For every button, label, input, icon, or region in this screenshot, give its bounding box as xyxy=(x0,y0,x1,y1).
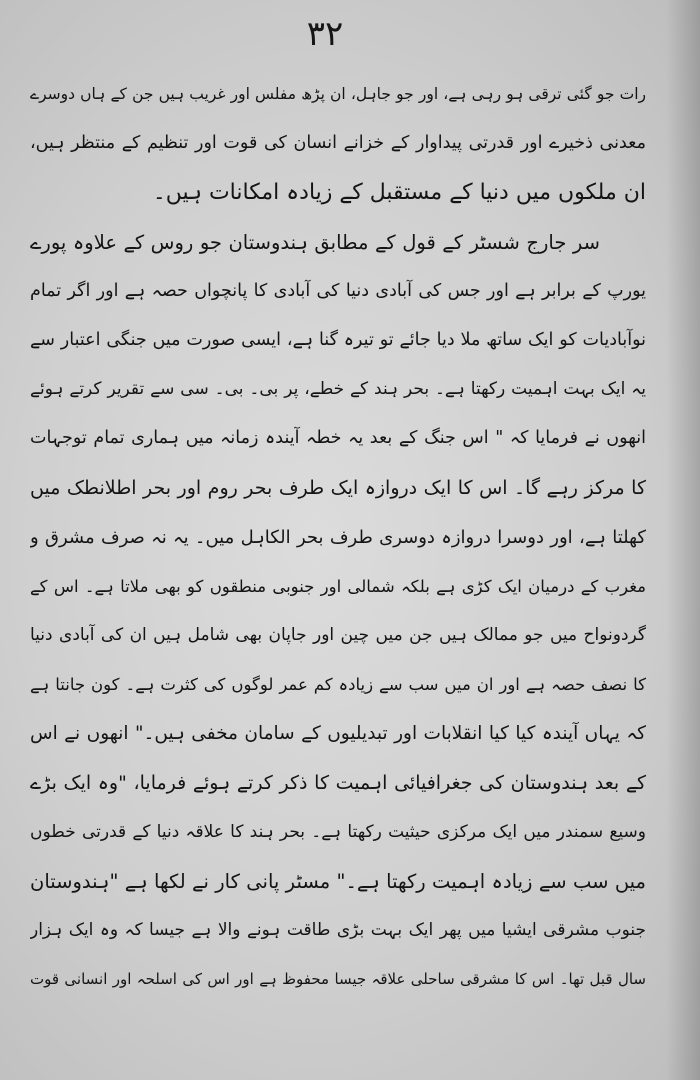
text-line: معدنی ذخیرے اور قدرتی پیداوار کے خزانے انسان کی قوت اور تنظیم کے منتظر ہیں، xyxy=(30,133,646,154)
page-number: ۳۲ xyxy=(306,14,344,54)
text-line: گردونواح میں جو ممالک ہیں جن میں چین اور جاپان بھی شامل ہیں ان کی آبادی دنیا xyxy=(30,625,646,646)
text-line: سر جارج شسٹر کے قول کے مطابق ہندوستان جو روس کے علاوہ پورے xyxy=(30,230,600,254)
text-line: میں سب سے زیادہ اہمیت رکھتا ہے۔" مسٹر پانی کار نے لکھا ہے "ہندوستان xyxy=(30,870,646,893)
text-line: انھوں نے فرمایا کہ " اس جنگ کے بعد یہ خطہ آیندہ زمانہ میں ہماری تمام توجہات xyxy=(30,428,646,449)
text-line: نوآبادیات کو ایک ساتھ ملا دیا جائے تو تیرہ گنا ہے، ایسی صورت میں جنگی اعتبار سے xyxy=(30,329,646,350)
text-line: یہ ایک بہت اہمیت رکھتا ہے۔ بحر ہند کے خطے، پر بی۔ بی۔ سی سے تقریر کرتے ہوئے xyxy=(30,379,646,400)
text-line: ان ملکوں میں دنیا کے مستقبل کے زیادہ امکانات ہیں۔ xyxy=(152,180,646,206)
text-line: جنوب مشرقی ایشیا میں پھر ایک بہت بڑی طاقت ہونے والا ہے جیسا کہ وہ ایک ہزار xyxy=(30,920,646,941)
text-line: سال قبل تھا۔ اس کا مشرقی ساحلی علاقہ جیسا محفوظ ہے اور اس کی اسلحہ اور انسانی قوت xyxy=(30,970,646,989)
text-line: مغرب کے درمیان ایک کڑی ہے بلکہ شمالی اور جنوبی منطقوں کو بھی ملاتا ہے۔ اس کے xyxy=(30,576,646,596)
text-line: کا مرکز رہے گا۔ اس کا ایک دروازہ ایک طرف بحر روم اور بحر اطلانطک میں xyxy=(30,476,646,499)
text-line: رات جو گئی ترقی ہو رہی ہے، اور جو جاہل، ان پڑھ مفلس اور غریب ہیں جن کے ہاں دوسرے xyxy=(30,85,646,103)
text-line: وسیع سمندر میں ایک مرکزی حیثیت رکھتا ہے۔ بحر ہند کا علاقہ دنیا کے قدرتی خطوں xyxy=(30,821,646,842)
text-line: کے بعد ہندوستان کی جغرافیائی اہمیت کا ذکر کرتے ہوئے فرمایا، "وہ ایک بڑے xyxy=(30,771,646,794)
text-line: کھلتا ہے، اور دوسرا دروازہ دوسری طرف بحر الکاہل میں۔ یہ نہ صرف مشرق و xyxy=(30,526,646,548)
text-line: کا نصف حصہ ہے اور ان میں سب سے زیادہ کم عمر لوگوں کی کثرت ہے۔ کون جانتا ہے xyxy=(30,675,646,695)
text-line: یورپ کے برابر ہے اور جس کی آبادی دنیا کی آبادی کا پانچواں حصہ ہے اور اگر تمام xyxy=(30,280,646,301)
body-text xyxy=(30,70,646,1005)
page-edge-shadow xyxy=(666,0,700,1080)
text-line: کہ یہاں آیندہ کیا کیا انقلابات اور تبدیلیوں کے سامان مخفی ہیں۔" انھوں نے اس xyxy=(30,723,646,745)
